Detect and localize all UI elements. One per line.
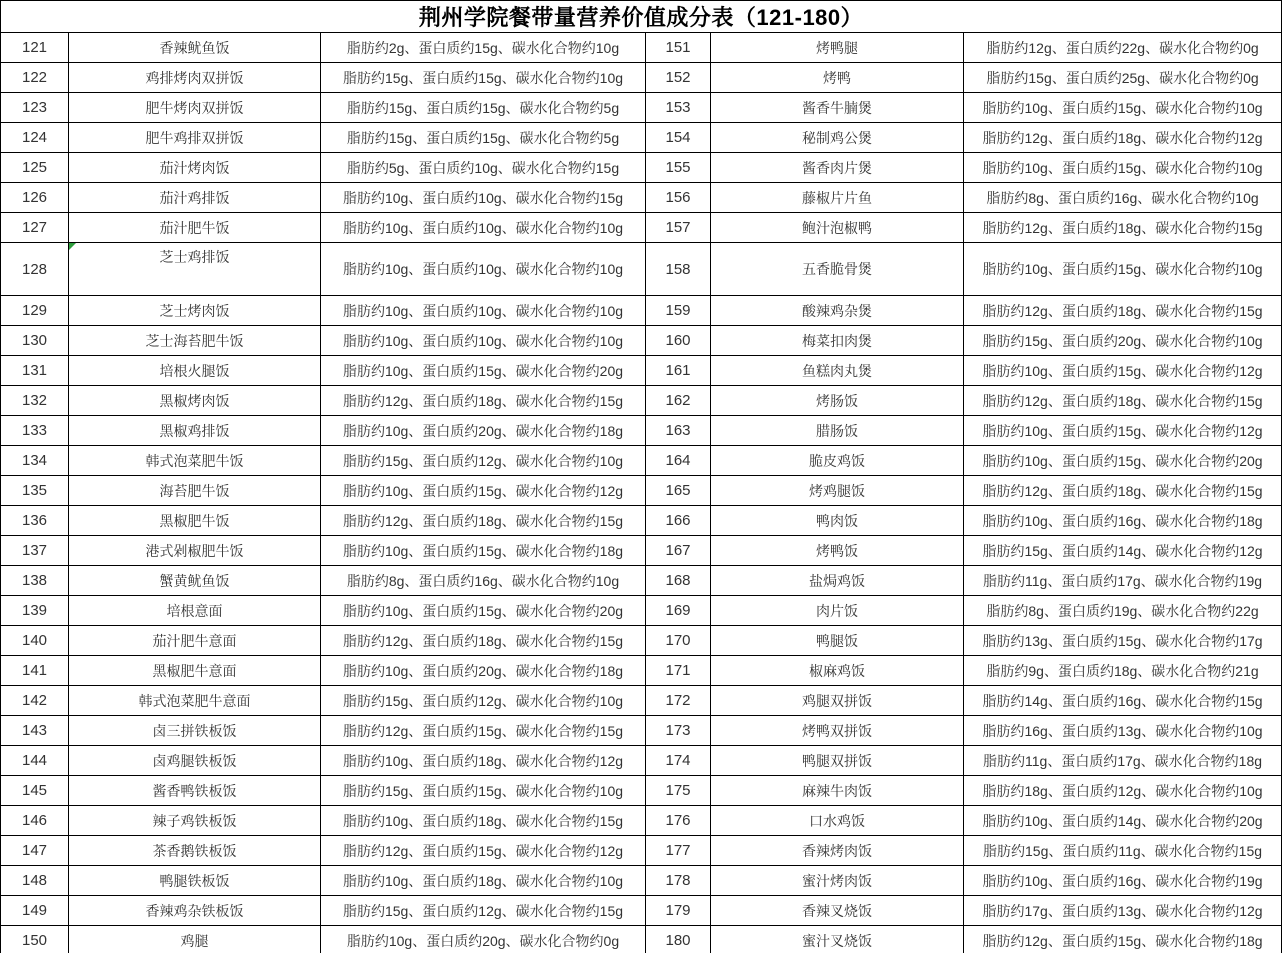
dish-name-cell-left (69, 836, 321, 866)
nutrition-cell-right: 脂肪约12g、蛋白质约18g、碳水化合物约15g (964, 213, 1282, 243)
nutrition-cell-right: 脂肪约10g、蛋白质约16g、碳水化合物约19g (964, 866, 1282, 896)
dish-name-cell-left (69, 153, 321, 183)
dish-name-cell-left (69, 446, 321, 476)
table-row (1, 93, 1282, 123)
cell-error-indicator-icon (69, 243, 76, 250)
dish-name-label: 辣子鸡铁板饭 (152, 812, 237, 829)
table-row (1, 33, 1282, 63)
dish-name-label: 酸辣鸡杂煲 (802, 302, 872, 319)
dish-name-cell-left (69, 746, 321, 776)
dish-name-label: 口水鸡饭 (809, 812, 865, 829)
row-number-cell-right: 168 (646, 566, 711, 596)
table-row (1, 926, 1282, 953)
dish-name-cell-right (711, 93, 964, 123)
row-number-cell-right: 179 (646, 896, 711, 926)
row-number-cell-right: 166 (646, 506, 711, 536)
table-row (1, 596, 1282, 626)
dish-name-cell-left (69, 326, 321, 356)
row-number-cell-right: 177 (646, 836, 711, 866)
nutrition-cell-right: 脂肪约10g、蛋白质约15g、碳水化合物约20g (964, 446, 1282, 476)
row-number-cell-right: 180 (646, 926, 711, 953)
table-row (1, 506, 1282, 536)
table-row (1, 123, 1282, 153)
row-number-cell-right: 172 (646, 686, 711, 716)
row-number-cell-left: 134 (1, 446, 69, 476)
table-row (1, 626, 1282, 656)
row-number-cell-left: 122 (1, 63, 69, 93)
table-row (1, 536, 1282, 566)
row-number-cell-right: 171 (646, 656, 711, 686)
dish-name-cell-right (711, 746, 964, 776)
dish-name-label: 黑椒鸡排饭 (159, 422, 230, 439)
dish-name-cell-right (711, 806, 964, 836)
nutrition-cell-left: 脂肪约10g、蛋白质约18g、碳水化合物约12g (321, 746, 646, 776)
row-number-cell-left: 150 (1, 926, 69, 953)
dish-name-cell-right (711, 243, 964, 296)
nutrition-cell-left: 脂肪约15g、蛋白质约15g、碳水化合物约10g (321, 63, 646, 93)
row-number-cell-right: 176 (646, 806, 711, 836)
dish-name-cell-right (711, 536, 964, 566)
nutrition-cell-left: 脂肪约10g、蛋白质约20g、碳水化合物约18g (321, 656, 646, 686)
dish-name-cell-right (711, 656, 964, 686)
row-number-cell-right: 175 (646, 776, 711, 806)
row-number-cell-left: 129 (1, 296, 69, 326)
dish-name-cell-left (69, 566, 321, 596)
nutrition-cell-right: 脂肪约17g、蛋白质约13g、碳水化合物约12g (964, 896, 1282, 926)
nutrition-cell-left: 脂肪约10g、蛋白质约18g、碳水化合物约15g (321, 806, 646, 836)
nutrition-cell-right: 脂肪约14g、蛋白质约16g、碳水化合物约15g (964, 686, 1282, 716)
dish-name-label: 麻辣牛肉饭 (802, 782, 872, 799)
dish-name-label: 茄汁肥牛意面 (152, 632, 237, 649)
dish-name-label: 芝士烤肉饭 (159, 302, 230, 319)
dish-name-cell-right (711, 446, 964, 476)
row-number-cell-left: 137 (1, 536, 69, 566)
dish-name-label: 烤鸡腿饭 (809, 482, 865, 499)
row-number-cell-right: 163 (646, 416, 711, 446)
table-row (1, 866, 1282, 896)
dish-name-label: 鱼糕肉丸煲 (802, 362, 872, 379)
nutrition-cell-left: 脂肪约10g、蛋白质约15g、碳水化合物约20g (321, 356, 646, 386)
nutrition-cell-left: 脂肪约15g、蛋白质约12g、碳水化合物约10g (321, 686, 646, 716)
row-number-cell-left: 130 (1, 326, 69, 356)
table-row (1, 326, 1282, 356)
dish-name-cell-left (69, 866, 321, 896)
table-row (1, 416, 1282, 446)
nutrition-cell-left: 脂肪约12g、蛋白质约15g、碳水化合物约15g (321, 716, 646, 746)
dish-name-cell-right (711, 596, 964, 626)
nutrition-cell-left: 脂肪约15g、蛋白质约12g、碳水化合物约15g (321, 896, 646, 926)
nutrition-cell-left: 脂肪约10g、蛋白质约10g、碳水化合物约10g (321, 213, 646, 243)
dish-name-label: 芝士鸡排饭 (159, 249, 230, 265)
dish-name-cell-left (69, 776, 321, 806)
dish-name-label: 茄汁烤肉饭 (159, 159, 230, 176)
table-row (1, 476, 1282, 506)
row-number-cell-right: 160 (646, 326, 711, 356)
nutrition-cell-right: 脂肪约11g、蛋白质约17g、碳水化合物约19g (964, 566, 1282, 596)
dish-name-cell-right (711, 416, 964, 446)
dish-name-cell-left (69, 656, 321, 686)
dish-name-label: 酱香肉片煲 (802, 159, 872, 176)
row-number-cell-left: 143 (1, 716, 69, 746)
dish-name-label: 鸭腿铁板饭 (159, 872, 230, 889)
table-row (1, 446, 1282, 476)
nutrition-cell-right: 脂肪约9g、蛋白质约18g、碳水化合物约21g (964, 656, 1282, 686)
row-number-cell-left: 128 (1, 243, 69, 296)
dish-name-label: 蟹黄鱿鱼饭 (159, 572, 230, 589)
nutrition-cell-left: 脂肪约10g、蛋白质约15g、碳水化合物约18g (321, 536, 646, 566)
table-row (1, 243, 1282, 296)
dish-name-label: 烤肠饭 (816, 392, 858, 409)
dish-name-cell-right (711, 566, 964, 596)
dish-name-cell-left (69, 896, 321, 926)
dish-name-label: 肥牛鸡排双拼饭 (145, 129, 244, 146)
dish-name-label: 鲍汁泡椒鸭 (802, 219, 872, 236)
row-number-cell-left: 140 (1, 626, 69, 656)
nutrition-cell-left: 脂肪约10g、蛋白质约18g、碳水化合物约10g (321, 866, 646, 896)
nutrition-cell-right: 脂肪约16g、蛋白质约13g、碳水化合物约10g (964, 716, 1282, 746)
table-row (1, 776, 1282, 806)
row-number-cell-left: 121 (1, 33, 69, 63)
row-number-cell-left: 123 (1, 93, 69, 123)
row-number-cell-left: 141 (1, 656, 69, 686)
dish-name-cell-left (69, 296, 321, 326)
dish-name-label: 港式剁椒肥牛饭 (145, 542, 244, 559)
nutrition-cell-left: 脂肪约10g、蛋白质约10g、碳水化合物约15g (321, 183, 646, 213)
nutrition-cell-right: 脂肪约12g、蛋白质约18g、碳水化合物约15g (964, 386, 1282, 416)
dish-name-label: 茶香鹅铁板饭 (152, 842, 237, 859)
dish-name-cell-right (711, 926, 964, 953)
row-number-cell-left: 135 (1, 476, 69, 506)
dish-name-cell-right (711, 123, 964, 153)
dish-name-cell-right (711, 626, 964, 656)
dish-name-label: 五香脆骨煲 (802, 261, 872, 277)
dish-name-label: 培根意面 (166, 602, 223, 619)
row-number-cell-left: 142 (1, 686, 69, 716)
nutrition-cell-left: 脂肪约2g、蛋白质约15g、碳水化合物约10g (321, 33, 646, 63)
row-number-cell-left: 124 (1, 123, 69, 153)
row-number-cell-left: 133 (1, 416, 69, 446)
dish-name-label: 鸭腿双拼饭 (802, 752, 872, 769)
table-row (1, 656, 1282, 686)
table-row (1, 686, 1282, 716)
dish-name-label: 茄汁鸡排饭 (159, 189, 230, 206)
nutrition-cell-right: 脂肪约15g、蛋白质约25g、碳水化合物约0g (964, 63, 1282, 93)
dish-name-label: 鸡腿 (180, 932, 209, 949)
dish-name-cell-left (69, 213, 321, 243)
nutrition-cell-left: 脂肪约8g、蛋白质约16g、碳水化合物约10g (321, 566, 646, 596)
dish-name-cell-right (711, 63, 964, 93)
dish-name-cell-left (69, 183, 321, 213)
nutrition-cell-right: 脂肪约10g、蛋白质约15g、碳水化合物约12g (964, 356, 1282, 386)
dish-name-label: 藤椒片片鱼 (802, 189, 872, 206)
nutrition-cell-right: 脂肪约10g、蛋白质约15g、碳水化合物约10g (964, 243, 1282, 296)
dish-name-cell-left (69, 243, 321, 296)
row-number-cell-left: 145 (1, 776, 69, 806)
row-number-cell-left: 149 (1, 896, 69, 926)
dish-name-cell-right (711, 356, 964, 386)
dish-name-label: 烤鸭 (823, 69, 851, 86)
dish-name-label: 椒麻鸡饭 (809, 662, 865, 679)
dish-name-cell-right (711, 896, 964, 926)
row-number-cell-right: 157 (646, 213, 711, 243)
nutrition-cell-left: 脂肪约5g、蛋白质约10g、碳水化合物约15g (321, 153, 646, 183)
table-row (1, 213, 1282, 243)
dish-name-cell-right (711, 33, 964, 63)
nutrition-cell-left: 脂肪约12g、蛋白质约15g、碳水化合物约12g (321, 836, 646, 866)
nutrition-cell-right: 脂肪约10g、蛋白质约15g、碳水化合物约12g (964, 416, 1282, 446)
nutrition-cell-right: 脂肪约12g、蛋白质约15g、碳水化合物约18g (964, 926, 1282, 953)
nutrition-cell-right: 脂肪约15g、蛋白质约11g、碳水化合物约15g (964, 836, 1282, 866)
table-body (1, 33, 1282, 953)
nutrition-cell-left: 脂肪约12g、蛋白质约18g、碳水化合物约15g (321, 626, 646, 656)
dish-name-cell-right (711, 866, 964, 896)
row-number-cell-left: 147 (1, 836, 69, 866)
dish-name-cell-left (69, 596, 321, 626)
dish-name-label: 茄汁肥牛饭 (159, 219, 230, 236)
row-number-cell-left: 126 (1, 183, 69, 213)
nutrition-cell-left: 脂肪约10g、蛋白质约20g、碳水化合物约18g (321, 416, 646, 446)
dish-name-label: 卤三拼铁板饭 (152, 722, 237, 739)
dish-name-label: 鸡腿双拼饭 (802, 692, 872, 709)
nutrition-cell-right: 脂肪约10g、蛋白质约14g、碳水化合物约20g (964, 806, 1282, 836)
dish-name-cell-right (711, 506, 964, 536)
nutrition-cell-left: 脂肪约10g、蛋白质约20g、碳水化合物约0g (321, 926, 646, 953)
row-number-cell-right: 156 (646, 183, 711, 213)
dish-name-cell-right (711, 153, 964, 183)
page-title: 荆州学院餐带量营养价值成分表（121-180） (1, 1, 1282, 33)
row-number-cell-right: 154 (646, 123, 711, 153)
table-row (1, 356, 1282, 386)
nutrition-cell-left: 脂肪约15g、蛋白质约15g、碳水化合物约10g (321, 776, 646, 806)
table-row (1, 386, 1282, 416)
nutrition-cell-left: 脂肪约10g、蛋白质约10g、碳水化合物约10g (321, 296, 646, 326)
table-row (1, 836, 1282, 866)
row-number-cell-right: 151 (646, 33, 711, 63)
row-number-cell-right: 173 (646, 716, 711, 746)
table-row (1, 153, 1282, 183)
dish-name-label: 肉片饭 (816, 602, 858, 619)
nutrition-cell-right: 脂肪约15g、蛋白质约20g、碳水化合物约10g (964, 326, 1282, 356)
row-number-cell-right: 158 (646, 243, 711, 296)
dish-name-label: 鸡排烤肉双拼饭 (145, 69, 244, 86)
dish-name-label: 腊肠饭 (816, 422, 858, 439)
row-number-cell-right: 164 (646, 446, 711, 476)
dish-name-label: 韩式泡菜肥牛饭 (145, 452, 244, 469)
nutrition-cell-right: 脂肪约15g、蛋白质约14g、碳水化合物约12g (964, 536, 1282, 566)
dish-name-cell-right (711, 296, 964, 326)
row-number-cell-right: 170 (646, 626, 711, 656)
dish-name-label: 烤鸭双拼饭 (802, 722, 872, 739)
dish-name-label: 烤鸭腿 (816, 39, 858, 56)
table-row (1, 566, 1282, 596)
dish-name-label: 香辣叉烧饭 (802, 902, 872, 919)
row-number-cell-right: 161 (646, 356, 711, 386)
row-number-cell-left: 138 (1, 566, 69, 596)
dish-name-cell-right (711, 326, 964, 356)
dish-name-label: 肥牛烤肉双拼饭 (145, 99, 244, 116)
dish-name-label: 芝士海苔肥牛饭 (145, 332, 244, 349)
row-number-cell-right: 159 (646, 296, 711, 326)
nutrition-cell-right: 脂肪约12g、蛋白质约22g、碳水化合物约0g (964, 33, 1282, 63)
nutrition-cell-left: 脂肪约10g、蛋白质约15g、碳水化合物约12g (321, 476, 646, 506)
nutrition-cell-right: 脂肪约11g、蛋白质约17g、碳水化合物约18g (964, 746, 1282, 776)
dish-name-cell-left (69, 63, 321, 93)
dish-name-label: 培根火腿饭 (159, 362, 230, 379)
nutrition-cell-left: 脂肪约12g、蛋白质约18g、碳水化合物约15g (321, 506, 646, 536)
nutrition-cell-right: 脂肪约10g、蛋白质约16g、碳水化合物约18g (964, 506, 1282, 536)
dish-name-label: 韩式泡菜肥牛意面 (138, 692, 251, 709)
nutrition-cell-left: 脂肪约15g、蛋白质约15g、碳水化合物约5g (321, 93, 646, 123)
dish-name-label: 黑椒肥牛意面 (152, 662, 237, 679)
dish-name-cell-left (69, 626, 321, 656)
dish-name-label: 秘制鸡公煲 (802, 129, 872, 146)
dish-name-cell-left (69, 926, 321, 953)
dish-name-cell-right (711, 686, 964, 716)
row-number-cell-left: 125 (1, 153, 69, 183)
dish-name-label: 酱香鸭铁板饭 (152, 782, 237, 799)
row-number-cell-right: 178 (646, 866, 711, 896)
dish-name-cell-left (69, 686, 321, 716)
dish-name-label: 脆皮鸡饭 (809, 452, 865, 469)
dish-name-cell-left (69, 806, 321, 836)
dish-name-label: 卤鸡腿铁板饭 (152, 752, 237, 769)
nutrition-cell-right: 脂肪约10g、蛋白质约15g、碳水化合物约10g (964, 153, 1282, 183)
dish-name-label: 蜜汁烤肉饭 (802, 872, 872, 889)
row-number-cell-right: 155 (646, 153, 711, 183)
row-number-cell-left: 131 (1, 356, 69, 386)
row-number-cell-left: 146 (1, 806, 69, 836)
dish-name-label: 香辣鱿鱼饭 (159, 39, 230, 56)
row-number-cell-left: 139 (1, 596, 69, 626)
nutrition-cell-right: 脂肪约8g、蛋白质约16g、碳水化合物约10g (964, 183, 1282, 213)
dish-name-cell-right (711, 716, 964, 746)
nutrition-cell-right: 脂肪约13g、蛋白质约15g、碳水化合物约17g (964, 626, 1282, 656)
row-number-cell-right: 153 (646, 93, 711, 123)
row-number-cell-left: 136 (1, 506, 69, 536)
nutrition-cell-left: 脂肪约12g、蛋白质约18g、碳水化合物约15g (321, 386, 646, 416)
nutrition-cell-right: 脂肪约18g、蛋白质约12g、碳水化合物约10g (964, 776, 1282, 806)
row-number-cell-right: 169 (646, 596, 711, 626)
dish-name-label: 烤鸭饭 (816, 542, 858, 559)
dish-name-cell-left (69, 33, 321, 63)
nutrition-cell-right: 脂肪约12g、蛋白质约18g、碳水化合物约12g (964, 123, 1282, 153)
dish-name-label: 盐焗鸡饭 (809, 572, 865, 589)
dish-name-label: 黑椒肥牛饭 (159, 512, 230, 529)
nutrition-cell-right: 脂肪约12g、蛋白质约18g、碳水化合物约15g (964, 476, 1282, 506)
nutrition-cell-left: 脂肪约10g、蛋白质约15g、碳水化合物约20g (321, 596, 646, 626)
row-number-cell-right: 162 (646, 386, 711, 416)
table-row (1, 63, 1282, 93)
table-row (1, 806, 1282, 836)
dish-name-cell-right (711, 476, 964, 506)
table-row (1, 296, 1282, 326)
dish-name-cell-left (69, 416, 321, 446)
nutrition-cell-left: 脂肪约10g、蛋白质约10g、碳水化合物约10g (321, 326, 646, 356)
dish-name-cell-left (69, 506, 321, 536)
dish-name-cell-right (711, 836, 964, 866)
dish-name-label: 酱香牛腩煲 (802, 99, 872, 116)
nutrition-cell-left: 脂肪约15g、蛋白质约15g、碳水化合物约5g (321, 123, 646, 153)
dish-name-cell-left (69, 93, 321, 123)
dish-name-label: 梅菜扣肉煲 (802, 332, 872, 349)
dish-name-cell-left (69, 386, 321, 416)
dish-name-cell-left (69, 356, 321, 386)
row-number-cell-left: 127 (1, 213, 69, 243)
table-row (1, 746, 1282, 776)
nutrition-cell-right: 脂肪约10g、蛋白质约15g、碳水化合物约10g (964, 93, 1282, 123)
nutrition-cell-right: 脂肪约8g、蛋白质约19g、碳水化合物约22g (964, 596, 1282, 626)
table-row (1, 896, 1282, 926)
nutrition-cell-right: 脂肪约12g、蛋白质约18g、碳水化合物约15g (964, 296, 1282, 326)
dish-name-cell-left (69, 716, 321, 746)
table-row (1, 183, 1282, 213)
row-number-cell-left: 144 (1, 746, 69, 776)
dish-name-label: 香辣烤肉饭 (802, 842, 872, 859)
nutrition-cell-left: 脂肪约10g、蛋白质约10g、碳水化合物约10g (321, 243, 646, 296)
row-number-cell-right: 167 (646, 536, 711, 566)
dish-name-cell-left (69, 123, 321, 153)
row-number-cell-right: 152 (646, 63, 711, 93)
dish-name-label: 黑椒烤肉饭 (159, 392, 230, 409)
dish-name-cell-right (711, 386, 964, 416)
nutrition-cell-left: 脂肪约15g、蛋白质约12g、碳水化合物约10g (321, 446, 646, 476)
dish-name-cell-right (711, 776, 964, 806)
dish-name-cell-right (711, 213, 964, 243)
dish-name-cell-right (711, 183, 964, 213)
dish-name-label: 海苔肥牛饭 (159, 482, 230, 499)
dish-name-cell-left (69, 536, 321, 566)
dish-name-label: 香辣鸡杂铁板饭 (145, 902, 244, 919)
title-row (1, 1, 1282, 33)
row-number-cell-left: 132 (1, 386, 69, 416)
row-number-cell-left: 148 (1, 866, 69, 896)
dish-name-label: 鸭腿饭 (816, 632, 858, 649)
dish-name-label: 蜜汁叉烧饭 (802, 932, 872, 949)
dish-name-label: 鸭肉饭 (816, 512, 858, 529)
row-number-cell-right: 165 (646, 476, 711, 506)
dish-name-cell-left (69, 476, 321, 506)
row-number-cell-right: 174 (646, 746, 711, 776)
table-row (1, 716, 1282, 746)
